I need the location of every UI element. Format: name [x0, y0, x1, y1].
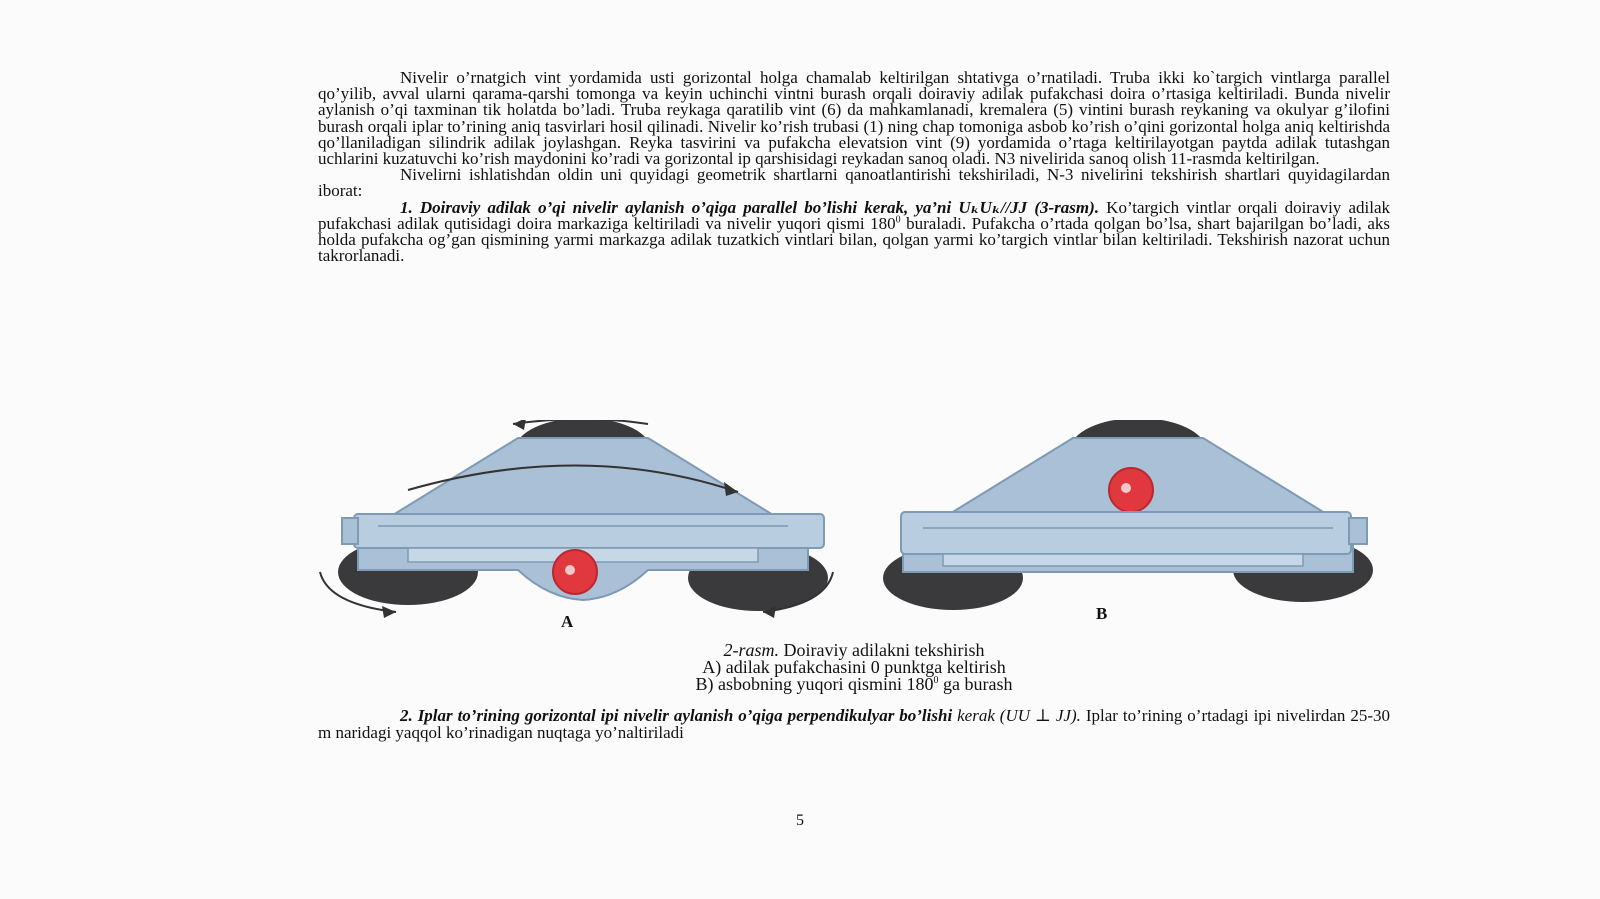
caption-number: 2-rasm. — [723, 640, 780, 660]
paragraph-2: Nivelirni ishlatishdan oldin uni quyidagi geometrik shartlarni qanoatlantirishi tekshiriladi, N-3 nivelirini tekshirish shartlari quyidagilardan iborat: — [318, 165, 1390, 201]
figure-label-b: B — [1096, 604, 1108, 623]
caption-degree-sup: 0 — [933, 675, 939, 686]
condition-2-section — [318, 708, 1390, 741]
paragraph-1: Nivelir o’rnatgich vint yordamida usti gorizontal holga chamalab keltirilgan shtativga o’rnatiladi. Truba ikki ko`targich vintlarga parallel qo’yilib, avval ularni qarama-qarshi tomonga va keyin uchinchi vintni burash orqali doiraviy adilak pufakchasi doira o’rtasiga keltiriladi. Bunda nivelir aylanish o’qi taxminan tik holatda bo’ladi. Truba reykaga qaratilib vint (6) da mahkamlanadi, kremalera (5) vintini burash reykaning va okulyar g’ilofini burash orqali iplar to’rining aniq tasvirlari hosil qilinadi. Nivelir ko’rish trubasi (1) ning chap tomoniga asbob ko’rish o’qini gorizontal holga aniq keltirishda qo’llaniladigan silindrik adilak joylashgan. Reyka tasvirini va pufakcha elevatsion vint (9) yordamida o’rtaga keltirilayotgan paytda adilak tutashgan uchlarini kuzatuvchi ko’rish maydonini ko’radi va gorizontal ip qarshisidagi reykadan sanoq oladi. N3 nivelirida sanoq olish 11-rasmda keltirilgan. — [318, 68, 1390, 169]
condition-2-text: Iplar to’rining o’rtadagi ipi nivelirdan 25-30 m naridagi yaqqol ko’rinadigan nuqtaga yo’naltiriladi — [318, 706, 1390, 742]
caption-line-a: A) adilak pufakchasini 0 punktga keltirish — [702, 657, 1006, 677]
caption-line-b — [318, 676, 1390, 693]
level-diagram-a — [318, 420, 848, 630]
caption-line-b-text: B) asbobning yuqori qismini 180 — [695, 674, 934, 694]
condition-1-text-b: buraladi. Pufakcha o’rtada qolgan bo’lsa, shart bajarilgan bo’ladi, aks holda pufakcha og’gan qismining yarmi markazga adilak tuzatkich vintlari bilan, qolgan yarmi ko’targich vintlar bilan keltiriladi. Tekshirish nazorat uchun takrorlanadi. — [318, 213, 1390, 266]
figure-label-a: A — [561, 612, 574, 631]
condition-2-italic: kerak (UU ⊥ JJ). — [952, 706, 1081, 725]
caption-line-b-end: ga burash — [938, 674, 1013, 694]
paragraph-3 — [318, 197, 1390, 266]
document-body — [318, 70, 1390, 264]
level-check-figure — [318, 420, 1390, 638]
caption-title-text: Doiraviy adilakni tekshirish — [779, 640, 985, 660]
level-diagram-b — [883, 420, 1383, 620]
condition-1-heading: 1. Doiraviy adilak o’qi nivelir aylanish o’qiga parallel bo’lishi kerak, ya’ni UₖUₖ//JJ (3-rasm). — [400, 197, 1100, 217]
condition-1-text-a: Ko’targich vintlar orqali doiraviy adilak pufakchasi adilak qutisidagi doira markaziga keltiriladi va nivelir yuqori qismi 180 — [318, 197, 1390, 233]
page-number: 5 — [796, 812, 804, 829]
figure-caption — [318, 642, 1390, 693]
condition-2-heading: 2. Iplar to’rining gorizontal ipi nivelir aylanish o’qiga perpendikulyar bo’lishi — [400, 706, 953, 725]
degree-sup: 0 — [895, 214, 901, 226]
paragraph-4 — [318, 708, 1390, 741]
